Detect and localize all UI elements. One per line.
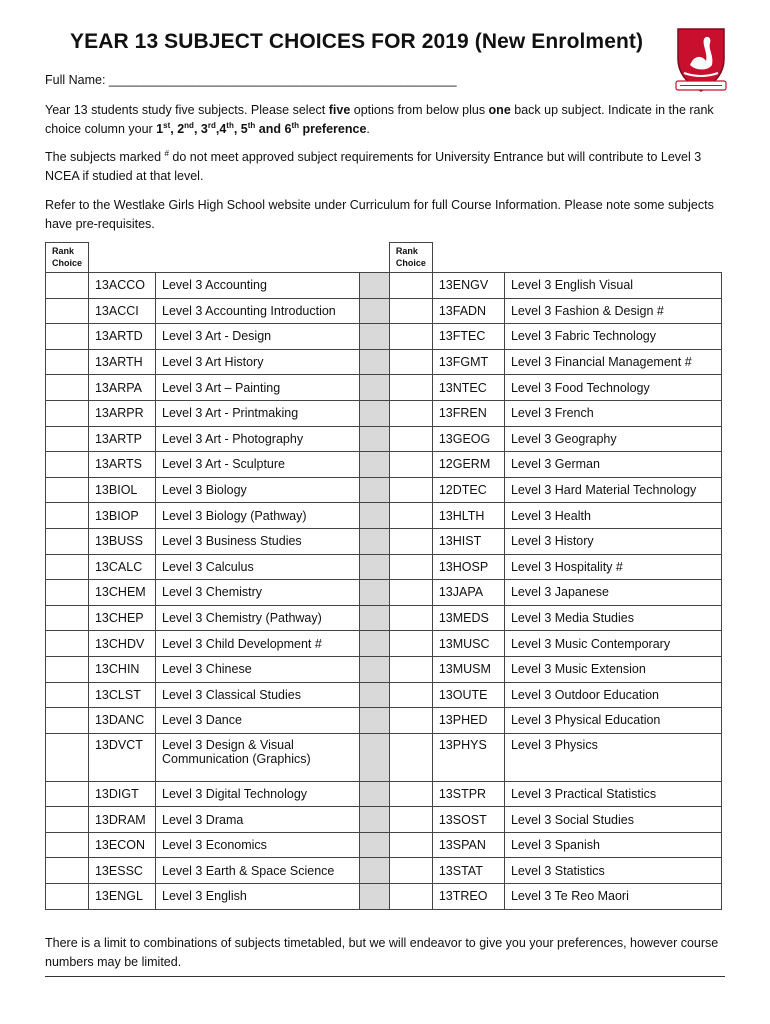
rank-choice-cell[interactable] [46,528,89,554]
subject-name: Level 3 Hard Material Technology [504,477,721,503]
column-divider [359,400,389,426]
table-row [46,605,722,631]
course-code: 13ARTH [88,349,155,375]
rank-choice-cell[interactable] [389,298,432,324]
table-row [46,832,722,858]
course-code: 13ARTS [88,452,155,478]
subject-name: Level 3 Chinese [156,656,360,682]
rank-choice-cell[interactable] [389,807,432,833]
rank-choice-cell[interactable] [46,708,89,734]
course-code: 13DRAM [88,807,155,833]
rank-choice-cell[interactable] [46,349,89,375]
rank-choice-cell[interactable] [46,605,89,631]
rank-choice-cell[interactable] [389,554,432,580]
course-code: 13FADN [432,298,504,324]
course-code: 12GERM [432,452,504,478]
subject-name: Level 3 Chemistry (Pathway) [156,605,360,631]
course-code: 13FTEC [432,324,504,350]
subject-name: Level 3 Art - Sculpture [156,452,360,478]
course-code: 13BIOP [88,503,155,529]
rank-choice-cell[interactable] [389,324,432,350]
rank-choice-cell[interactable] [389,733,432,781]
subject-name: Level 3 Geography [504,426,721,452]
table-row [46,349,722,375]
subject-name: Level 3 Fashion & Design # [504,298,721,324]
subject-name: Level 3 Accounting [156,273,360,299]
course-code: 13ARPA [88,375,155,401]
subject-name: Level 3 Classical Studies [156,682,360,708]
rank-choice-cell[interactable] [46,503,89,529]
subject-name: Level 3 Art - Design [156,324,360,350]
table-row [46,298,722,324]
subject-name: Level 3 Health [504,503,721,529]
table-row [46,682,722,708]
subject-name: Level 3 Food Technology [504,375,721,401]
table-row [46,324,722,350]
table-row [46,631,722,657]
course-code: 13TREO [432,884,504,910]
rank-choice-cell[interactable] [389,273,432,299]
table-row [46,884,722,910]
course-code: 13CHIN [88,656,155,682]
column-divider [359,858,389,884]
subject-name: Level 3 Art History [156,349,360,375]
course-code: 13MUSM [432,656,504,682]
rank-choice-cell[interactable] [389,400,432,426]
rank-choice-cell[interactable] [46,884,89,910]
rank-choice-cell[interactable] [46,298,89,324]
rank-choice-cell[interactable] [389,781,432,807]
subject-name: Level 3 Dance [156,708,360,734]
course-code: 13ACCI [88,298,155,324]
rank-choice-cell[interactable] [389,858,432,884]
rank-choice-cell[interactable] [46,426,89,452]
subject-name: Level 3 Biology [156,477,360,503]
column-divider [359,682,389,708]
course-code: 13STAT [432,858,504,884]
subject-name: Level 3 Calculus [156,554,360,580]
table-row [46,807,722,833]
course-code: 13SOST [432,807,504,833]
column-divider [359,375,389,401]
subject-name: Level 3 Spanish [504,832,721,858]
subject-name: Level 3 Physics [504,733,721,781]
table-row [46,858,722,884]
rank-choice-cell[interactable] [389,477,432,503]
rank-choice-cell[interactable] [46,477,89,503]
subject-name: Level 3 Earth & Space Science [156,858,360,884]
rank-choice-cell[interactable] [46,273,89,299]
subject-name: Level 3 Social Studies [504,807,721,833]
subject-name: Level 3 Art - Photography [156,426,360,452]
subject-name: Level 3 Biology (Pathway) [156,503,360,529]
rank-choice-cell[interactable] [46,452,89,478]
rank-choice-cell[interactable] [389,708,432,734]
full-name-label: Full Name: [45,73,106,87]
column-divider [359,452,389,478]
column-divider [359,631,389,657]
rank-choice-cell[interactable] [389,452,432,478]
rank-choice-cell[interactable] [46,324,89,350]
instructions-paragraph: Year 13 students study five subjects. Please select five options from below plus one back up subject. Indicate in the rank choice column your 1st, 2nd, 3rd,4th, 5th and 6th preference. [45,103,714,136]
table-row [46,426,722,452]
course-code: 13ENGV [432,273,504,299]
rank-choice-cell[interactable] [46,781,89,807]
column-divider [359,554,389,580]
course-code: 13FGMT [432,349,504,375]
course-code: 13JAPA [432,580,504,606]
refer-paragraph: Refer to the Westlake Girls High School website under Curriculum for full Course Information. Please note some subjects have pre-requisites. [45,198,714,231]
rank-choice-cell[interactable] [46,733,89,781]
rank-choice-cell[interactable] [46,554,89,580]
subject-name: Level 3 Design & Visual Communication (Graphics) [156,733,360,781]
table-row [46,375,722,401]
course-code: 13HOSP [432,554,504,580]
course-code: 13ENGL [88,884,155,910]
rank-choice-cell[interactable] [46,375,89,401]
course-code: 13ARTD [88,324,155,350]
course-code: 13ESSC [88,858,155,884]
rank-choice-cell[interactable] [389,682,432,708]
subject-name: Level 3 Music Contemporary [504,631,721,657]
table-row [46,580,722,606]
column-divider [359,656,389,682]
rank-choice-cell[interactable] [46,656,89,682]
column-divider [359,273,389,299]
rank-choice-cell[interactable] [46,400,89,426]
subject-name: Level 3 Practical Statistics [504,781,721,807]
course-code: 13MUSC [432,631,504,657]
rank-choice-cell[interactable] [46,631,89,657]
column-divider [359,708,389,734]
column-divider [359,580,389,606]
rank-choice-cell[interactable] [389,656,432,682]
rank-choice-cell[interactable] [46,832,89,858]
course-code: 13ARPR [88,400,155,426]
subject-name: Level 3 Chemistry [156,580,360,606]
subject-name: Level 3 Business Studies [156,528,360,554]
subject-name: Level 3 Drama [156,807,360,833]
course-code: 13CHDV [88,631,155,657]
rank-choice-cell[interactable] [389,528,432,554]
course-code: 13FREN [432,400,504,426]
subject-name: Level 3 Hospitality # [504,554,721,580]
table-row [46,708,722,734]
rank-choice-cell[interactable] [46,580,89,606]
rank-choice-cell[interactable] [389,832,432,858]
rank-choice-cell[interactable] [46,858,89,884]
column-divider [359,477,389,503]
rank-choice-cell[interactable] [46,682,89,708]
course-code: 13CHEP [88,605,155,631]
table-row [46,733,722,781]
subject-name: Level 3 Digital Technology [156,781,360,807]
course-code: 13HIST [432,528,504,554]
course-code: 13CALC [88,554,155,580]
subject-name: Level 3 Fabric Technology [504,324,721,350]
course-code: 13PHYS [432,733,504,781]
course-code: 13OUTE [432,682,504,708]
course-code: 13BIOL [88,477,155,503]
course-code: 13GEOG [432,426,504,452]
subject-name: Level 3 Art - Printmaking [156,400,360,426]
course-code: 13STPR [432,781,504,807]
subject-name: Level 3 French [504,400,721,426]
full-name-line[interactable]: __________________________________________________ [108,73,457,87]
subject-name: Level 3 German [504,452,721,478]
course-code: 13DIGT [88,781,155,807]
subject-name: Level 3 Statistics [504,858,721,884]
course-code: 13ECON [88,832,155,858]
rank-choice-header: Rank Choice [389,243,432,273]
table-row [46,554,722,580]
subject-name: Level 3 Te Reo Maori [504,884,721,910]
table-row [46,477,722,503]
course-code: 13MEDS [432,605,504,631]
table-header-row [46,243,722,273]
course-code: 13CHEM [88,580,155,606]
rank-choice-cell[interactable] [389,426,432,452]
page-title: YEAR 13 SUBJECT CHOICES FOR 2019 (New Enrolment) [70,30,644,53]
subject-name: Level 3 Art – Painting [156,375,360,401]
column-divider [359,503,389,529]
course-code: 13ARTP [88,426,155,452]
course-code: 13BUSS [88,528,155,554]
ue-note-paragraph: The subjects marked # do not meet approved subject requirements for University Entrance but will contribute to Level 3 NCEA if studied at that level. [45,148,702,183]
subject-name: Level 3 Accounting Introduction [156,298,360,324]
table-row [46,452,722,478]
rank-choice-cell[interactable] [389,349,432,375]
subject-name: Level 3 Physical Education [504,708,721,734]
rank-choice-cell[interactable] [389,605,432,631]
subject-name: Level 3 English Visual [504,273,721,299]
rank-choice-cell[interactable] [46,807,89,833]
subject-name: Level 3 English [156,884,360,910]
column-divider [359,349,389,375]
footer-divider [45,976,725,977]
course-code: 13DVCT [88,733,155,781]
rank-choice-header: Rank Choice [46,243,89,273]
course-code: 13DANC [88,708,155,734]
column-divider [359,324,389,350]
column-divider [359,605,389,631]
table-row [46,781,722,807]
rank-choice-cell[interactable] [389,503,432,529]
course-code: 13PHED [432,708,504,734]
subject-name: Level 3 Outdoor Education [504,682,721,708]
table-row [46,528,722,554]
subject-name: Level 3 Japanese [504,580,721,606]
subject-choice-table [45,242,722,910]
subject-name: Level 3 Media Studies [504,605,721,631]
table-row [46,273,722,299]
full-name-field[interactable] [45,73,457,87]
subject-name: Level 3 Child Development # [156,631,360,657]
column-divider [359,884,389,910]
course-code: 13HLTH [432,503,504,529]
subject-name: Level 3 Financial Management # [504,349,721,375]
table-row [46,400,722,426]
table-row [46,503,722,529]
column-divider [359,807,389,833]
course-code: 13ACCO [88,273,155,299]
course-code: 13NTEC [432,375,504,401]
subject-name: Level 3 Music Extension [504,656,721,682]
course-code: 12DTEC [432,477,504,503]
course-code: 13SPAN [432,832,504,858]
rank-choice-cell[interactable] [389,884,432,910]
column-divider [359,733,389,781]
column-divider [359,832,389,858]
column-divider [359,426,389,452]
column-divider [359,781,389,807]
subject-name: Level 3 Economics [156,832,360,858]
subject-name: Level 3 History [504,528,721,554]
rank-choice-cell[interactable] [389,375,432,401]
footer-note: There is a limit to combinations of subjects timetabled, but we will endeavor to give you your preferences, however course numbers may be limited. [45,936,719,969]
table-row [46,656,722,682]
preference-order: 1st, 2nd, 3rd,4th, 5th and 6th preference [156,120,367,136]
rank-choice-cell[interactable] [389,580,432,606]
column-divider [359,298,389,324]
school-crest-icon [672,25,730,93]
column-divider [359,528,389,554]
rank-choice-cell[interactable] [389,631,432,657]
course-code: 13CLST [88,682,155,708]
